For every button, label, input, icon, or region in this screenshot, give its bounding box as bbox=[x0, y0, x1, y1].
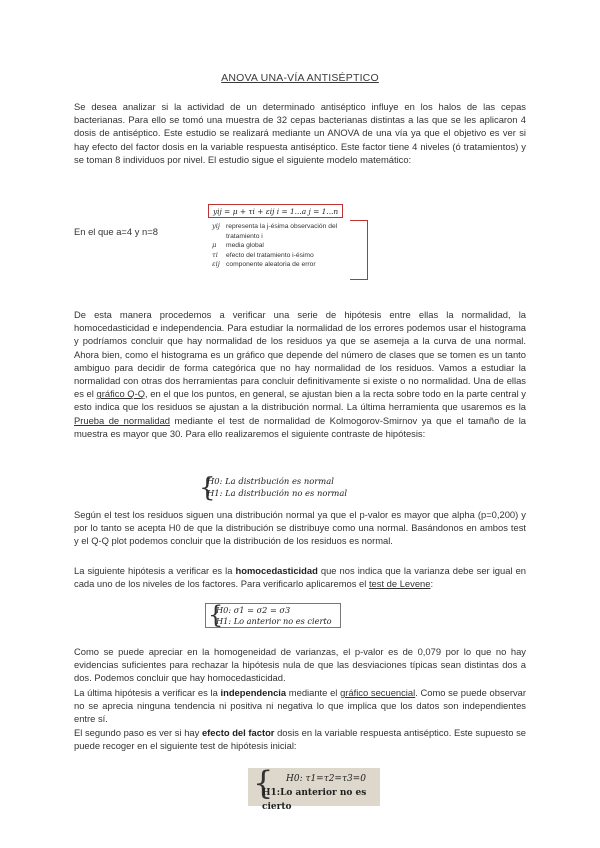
normality-paragraph: De esta manera procedemos a verificar una serie de hipótesis entre ellas la normalidad, la homocedasticidad e independencia. Para estudiar la normalidad de los errores podemos usar el histograma y podríamos concluir que hay normalidad de los residuos ya que se asemeja a la curva de una normal. Ahora bien, como el histograma es un gráfico que depende del número de clases que se tomen es un tanto ambiguo para decidir de forma categórica que no hay normalidad de los residuos. Vamos a estudiar la normalidad con otras dos herramientas para concluir definitivamente si existe o no normalidad. Una de ellas es el gráfico Q-Q, en el que los puntos, en general, se ajustan bien a la recta sobre todo en la parte central y esto indica que los residuos se ajustan a la distribución normal. La última herramienta que usaremos es la Prueba de normalidad mediante el test de normalidad de Kolmogorov-Smirnov ya que el tamaño de la muestra es mayor que 30. Para ello realizaremos el siguiente contraste de hipótesis: bbox=[74, 309, 527, 439]
model-parameters-note: En el que a=4 y n=8 bbox=[74, 226, 158, 237]
normality-hypothesis bbox=[199, 475, 359, 501]
model-legend-row: τi efecto del tratamiento i-ésimo bbox=[212, 250, 314, 259]
hypothesis-alternative: H1:Lo anterior no es cierto bbox=[262, 788, 367, 812]
model-equation: yij = μ + τi + εij i = 1...a j = 1...n bbox=[208, 204, 343, 218]
brace-glyph: { bbox=[208, 601, 224, 629]
levene-conclusion-paragraph: Como se puede apreciar en la homogeneidad de varianzas, el p-valor es de 0,079 por lo que no hay evidencias suficientes para rechazar la hipótesis nula de que las desviaciones típicas sean distintas dos a dos. Podemos concluir que hay homocedasticidad. bbox=[74, 646, 526, 684]
hypothesis-null: H0: τ1=τ2=τ3=0 bbox=[286, 774, 366, 784]
normality-test-link[interactable]: Prueba de normalidad bbox=[74, 414, 171, 426]
sequential-plot-link[interactable]: gráfico secuencial bbox=[340, 687, 416, 698]
levene-hypothesis bbox=[205, 603, 341, 628]
qq-plot-link[interactable]: gráfico Q-Q bbox=[96, 388, 146, 400]
model-legend bbox=[212, 222, 362, 270]
hypothesis-alternative: H1: Lo anterior no es cierto bbox=[216, 616, 332, 626]
model-legend-row: μ media global bbox=[212, 241, 264, 250]
brace-glyph: { bbox=[253, 764, 274, 802]
document-title: ANOVA UNA-VÍA ANTISÉPTICO bbox=[221, 72, 379, 84]
hypothesis-null: H0: σ1 = σ2 = σ3 bbox=[216, 605, 291, 615]
hypothesis-alternative: H1: La distribución no es normal bbox=[207, 487, 348, 498]
model-legend-row: tratamiento i bbox=[226, 232, 263, 240]
normality-conclusion-paragraph: Según el test los residuos siguen una distribución normal ya que el p-valor es mayor que alpha (p=0,200) y por lo tanto se acepta H0 de que la distribución se distribuye como una normal. Basándonos en ambos test y el Q-Q plot podemos concluir que la distribución de los residuos es normal. bbox=[74, 509, 526, 547]
levene-test-link[interactable]: test de Levene bbox=[368, 578, 431, 590]
brace-glyph: { bbox=[199, 473, 216, 503]
factor-effect-paragraph: El segundo paso es ver si hay efecto del factor dosis en la variable respuesta antiséptico. Este supuesto se puede recoger en el siguiente test de hipótesis inicial: bbox=[74, 727, 526, 752]
homoscedasticity-paragraph: La siguiente hipótesis a verificar es la homocedasticidad que nos indica que la varianza debe ser igual en cada uno de los niveles de los factores. Para verificarlo aplicaremos el test de Levene: bbox=[74, 565, 526, 590]
intro-paragraph: Se desea analizar si la actividad de un determinado antiséptico influye en los halos de las cepas bacterianas. Para ello se tomó una muestra de 32 cepas bacterianas distintas a las que se les aplicaron 4 dosis de antiséptico. Este estudio se realizará mediante un ANOVA de una vía ya que el objetivo es ver si hay efecto del factor dosis en la variable respuesta antiséptico. Este factor tiene 4 niveles (ó tratamientos) y se toman 8 individuos por nivel. El estudio sigue el siguiente modelo matemático: bbox=[74, 101, 526, 165]
hypothesis-null: H0: La distribución es normal bbox=[207, 476, 334, 486]
anova-hypothesis-image bbox=[248, 764, 380, 812]
model-figure bbox=[208, 204, 378, 282]
model-legend-row: εij componente aleatoria de error bbox=[212, 260, 316, 269]
independence-paragraph: La última hipótesis a verificar es la independencia mediante el gráfico secuencial. Como se puede observar no se aprecia ninguna tendencia ni positiva ni negativa lo que implica que los datos son independientes entre sí. bbox=[74, 687, 526, 725]
model-legend-row: yij representa la j-ésima observación del bbox=[212, 222, 338, 230]
